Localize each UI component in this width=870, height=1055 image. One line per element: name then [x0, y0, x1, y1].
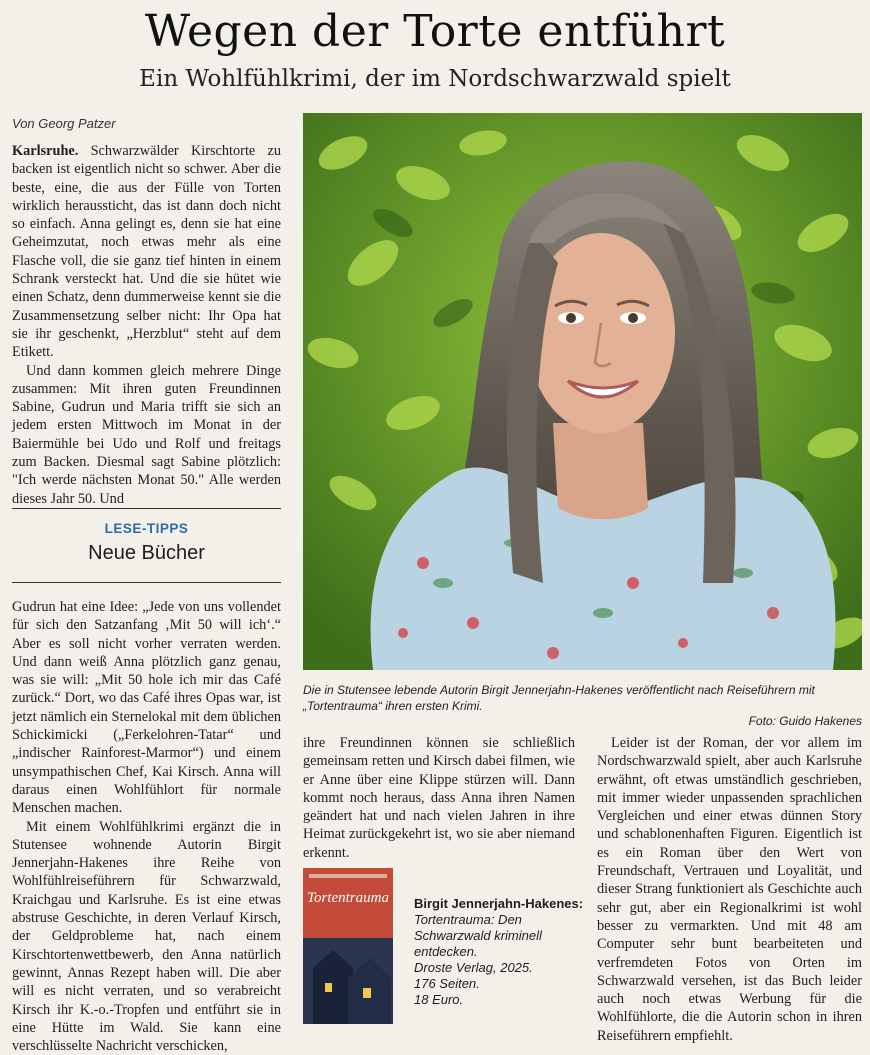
headline: Wegen der Torte entführt [144, 6, 726, 57]
photo-credit: Foto: Guido Hakenes [748, 714, 862, 728]
book-title: Tortentrauma: Den Schwarzwald kriminell entdecken. [414, 912, 542, 959]
cover-title: Tortentrauma [307, 890, 389, 906]
lese-tipps-kicker: LESE-TIPPS [104, 521, 189, 536]
photo-caption [303, 683, 862, 730]
paragraph-text: Schwarzwälder Kirschtorte zu backen ist eigentlich nicht so schwer. Aber die beste, eine, die aus der Fülle von Torten wirklich heraussticht, das ist dann doch nicht so einfach. Anna gelingt es, denn sie hat eine Geheimzutat, noch etwas mehr als eine Flasche voll, die sie ganz tief hinten in einem Schrank versteckt hat. Und die sie hütet wie einen Schatz, denn dummerweise kennt sie die Zusammensetzung selber nicht: Ihr Opa hat sie ihr geschenkt, „Herzblut“ steht auf dem Etikett. [12, 143, 281, 361]
lese-tipps-title: Neue Bücher [88, 542, 205, 564]
paragraph: Leider ist der Roman, der vor allem im Nordschwarzwald spielt, aber auch Karlsruhe erwähnt, oft etwas umständlich geschrieben, mit immer wieder unpassenden sprachlichen Vergleichen und einer etwas dünnen Story und schablonenhaften Figuren. Eigentlich ist es ein Roman über den Wert von Freundschaft, Vertrauen und Loyalität, und dieser Strang funktioniert als Geschichte auch sehr gut, aber ein Regionalkrimi ist wohl besser zu vermarkten. Und mit 48 am Computer sehr bunt bearbeiteten und verfremdeten Fotos von Orten im Schwarzwald versehen, ist das Buch leider auch noch etwas Werbung für die Wohlfühlorte, die die Autorin schon in ihren Reiseführern empfiehlt. [597, 735, 862, 1044]
book-publisher: Droste Verlag, 2025. [414, 960, 533, 975]
article-column-1-top [12, 142, 281, 508]
book-pages: 176 Seiten. [414, 976, 480, 991]
book-price: 18 Euro. [414, 992, 464, 1007]
caption-text: Die in Stutensee lebende Autorin Birgit Jennerjahn-Hakenes veröffentlicht nach Reiseführern mit „Tortentrauma“ ihren ersten Krimi. [303, 683, 815, 713]
book-author: Birgit Jennerjahn-Hakenes: [414, 896, 584, 911]
divider-bottom [12, 582, 281, 583]
article-column-1-bottom [12, 598, 281, 1055]
paragraph: Mit einem Wohlfühlkrimi ergänzt die in Stutensee wohnende Autorin Birgit Jennerjahn-Hakenes ihre Reihe von Wohlfühlreiseführern für Schwarzwald, Kraichgau und Karlsruhe. Es ist eine etwas abstruse Geschichte, in deren Verlauf Kirsch, der Geldprobleme hat, nach einem Kirschtortenwettbewerb, den Anna natürlich gewinnt, Annas Rezept haben will. Die aber will es nicht verraten, und so verabreicht Kirsch ihr K.-o.-Tropfen und entführt sie in eine Hütte im Wald. Sie kann eine verschlüsselte Nachricht verschicken, [12, 818, 281, 1055]
dateline: Karlsruhe. [12, 143, 79, 159]
paragraph: ihre Freundinnen können sie schließlich gemeinsam retten und Kirsch dabei filmen, wie er Anne über eine Klippe stürzen will. Dann kommt noch heraus, dass Anna ihren Namen geändert hat und nach vielen Jahren in ihre Heimat zurückgekehrt ist, wo sie aber niemand erkennt. [303, 735, 575, 861]
paragraph [12, 142, 281, 362]
paragraph: Und dann kommen gleich mehrere Dinge zusammen: Mit ihren guten Freundinnen Sabine, Gudrun und Maria trifft sie sich an jedem ersten Mittwoch im Monat in der Baiermühle bei Udo und Rolf und freitags zum Backen. Diesmal sagt Sabine plötzlich: "Ich werde nächsten Monat 50." Alle werden dieses Jahr 50. Und [12, 362, 281, 507]
divider-top [12, 508, 281, 509]
paragraph: Gudrun hat eine Idee: „Jede von uns vollendet für sich den Satzanfang ‚Mit 50 will ich‘.“ Aber es soll nicht vorher verraten werden. Und dann weiß Anna plötzlich ganz genau, was sie will: „Mit 50 hole ich mir das Café zurück.“ Dort, wo das Café ihres Opas war, ist jetzt nämlich ein Sternelokal mit dem üblichen Schickimicki („Ferkelohren-Tatar“ und „indischer Rainforest-Marmor“) und einem unsympathischen Chef, Kai Kirsch. Anna will daraus einen Wohlfühlort für normale Menschen machen. [12, 599, 281, 817]
book-info [414, 896, 584, 1008]
subheadline: Ein Wohlfühlkrimi, der im Nordschwarzwald spielt [139, 66, 731, 92]
byline: Von Georg Patzer [12, 116, 116, 131]
article-column-3 [597, 734, 862, 1045]
author-photo [303, 113, 862, 670]
article-column-2 [303, 734, 575, 862]
book-cover [303, 868, 393, 1024]
